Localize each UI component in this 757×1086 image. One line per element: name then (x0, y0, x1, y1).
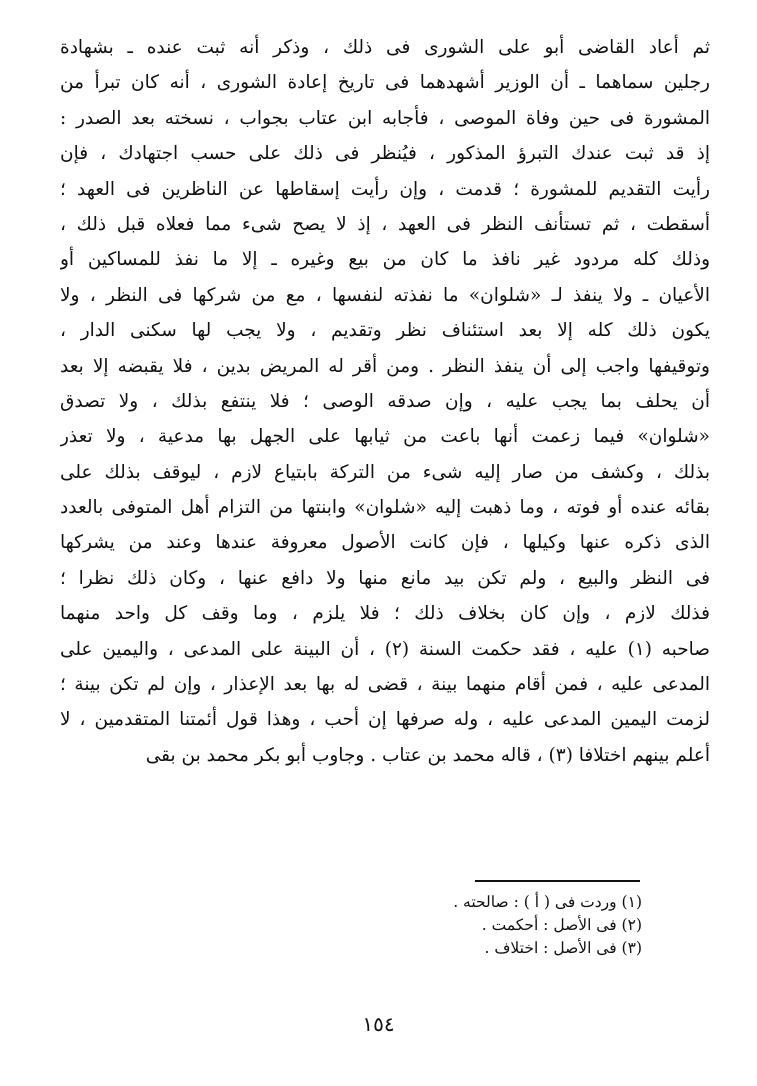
text-line: صاحبه (١) عليه ، فقد حكمت السنة (٢) ، أن البينة على المدعى ، واليمين على (60, 638, 710, 660)
text-line: «شلوان» فيما زعمت أنها باعت من ثيابها على الجهل بها مدعية ، ولا تعذر (60, 426, 710, 448)
text-line: رأيت التقديم للمشورة ؛ قدمت ، وإن رأيت إسقاطها عن الناظرين فى العهد ؛ (60, 178, 710, 200)
text-line: رجلين سماهما ـ أن الوزير أشهدهما فى تاريخ إعادة الشورى ، أنه كان تبرأ من (60, 72, 710, 94)
footnote: (٣) فى الأصل : اختلاف . (484, 939, 642, 957)
main-text (60, 30, 710, 773)
text-line: وذلك كله مردود غير نافذ ما كان من بيع وغيره ـ إلا ما نفذ للمساكين أو (60, 249, 710, 271)
text-line: فذلك لازم ، وإن كان بخلاف ذلك ؛ فلا يلزم ، وما وقف كل واحد منهما (60, 603, 710, 625)
footnote-separator (475, 880, 640, 882)
text-line: المشورة فى حين وفاة الموصى ، فأجابه ابن عتاب بجواب ، نسخته بعد الصدر : (60, 107, 710, 129)
text-line: أن يحلف بما يجب عليه ، وإن صدقه الوصى ؛ فلا ينتفع بذلك ، ولا تصدق (60, 390, 710, 412)
text-line: المدعى عليه ، فمن أقام منهما بينة ، قضى له بها بعد الإعذار ، وإن لم تكن بينة ؛ (60, 674, 710, 696)
text-line: أسقطت ، ثم تستأنف النظر فى العهد ، إذ لا يصح شىء مما فعلاه قبل ذلك ، (60, 213, 710, 235)
text-line: بقائه عنده أو فوته ، وما ذهبت إليه «شلوان» وابنتها من التزام أهل المتوفى بالعدد (60, 497, 710, 519)
footnote: (٢) فى الأصل : أحكمت . (481, 916, 642, 934)
text-line: الذى ذكره عنها وكيلها ، فإن كانت الأصول معروفة عندها وعند من يشركها (60, 532, 710, 554)
footnote: (١) وردت فى ( أ ) : صالحته . (453, 893, 642, 911)
text-line: أعلم بينهم اختلافا (٣) ، قاله محمد بن عتاب . وجاوب أبو بكر محمد بن بقى (145, 744, 710, 766)
text-line: ثم أعاد القاضى أبو على الشورى فى ذلك ، وذكر أنه ثبت عنده ـ بشهادة (60, 37, 710, 58)
text-line: لزمت اليمين المدعى عليه ، وله صرفها إن أحب ، وهذا قول أئمتنا المتقدمين ، لا (60, 709, 710, 731)
text-line: إذ قد ثبت عندك التبرؤ المذكور ، فيُنظر فى ذلك على حسب اجتهادك ، فإن (60, 143, 710, 165)
text-line: بذلك ، وكشف من صار إليه شىء من التركة بابتياع لازم ، ليوقف بذلك على (60, 461, 710, 483)
page-number: ١٥٤ (362, 1012, 395, 1036)
text-line: يكون ذلك كله إلا بعد استئناف نظر وتقديم ، ولا يجب لها سكنى الدار ، (60, 320, 710, 342)
text-line: فى النظر والبيع ، ولم تكن بيد مانع منها ولا دافع عنها ، وكان ذلك نظرا ؛ (60, 567, 710, 589)
text-line: وتوقيفها واجب إلى أن ينفذ النظر . ومن أقر له المريض بدين ، فلا يقبضه إلا بعد (60, 355, 710, 377)
footnotes (242, 891, 642, 960)
text-line: الأعيان ـ ولا ينفذ لـ «شلوان» ما نفذته لنفسها ، مع من شركها فى النظر ، ولا (60, 284, 710, 306)
